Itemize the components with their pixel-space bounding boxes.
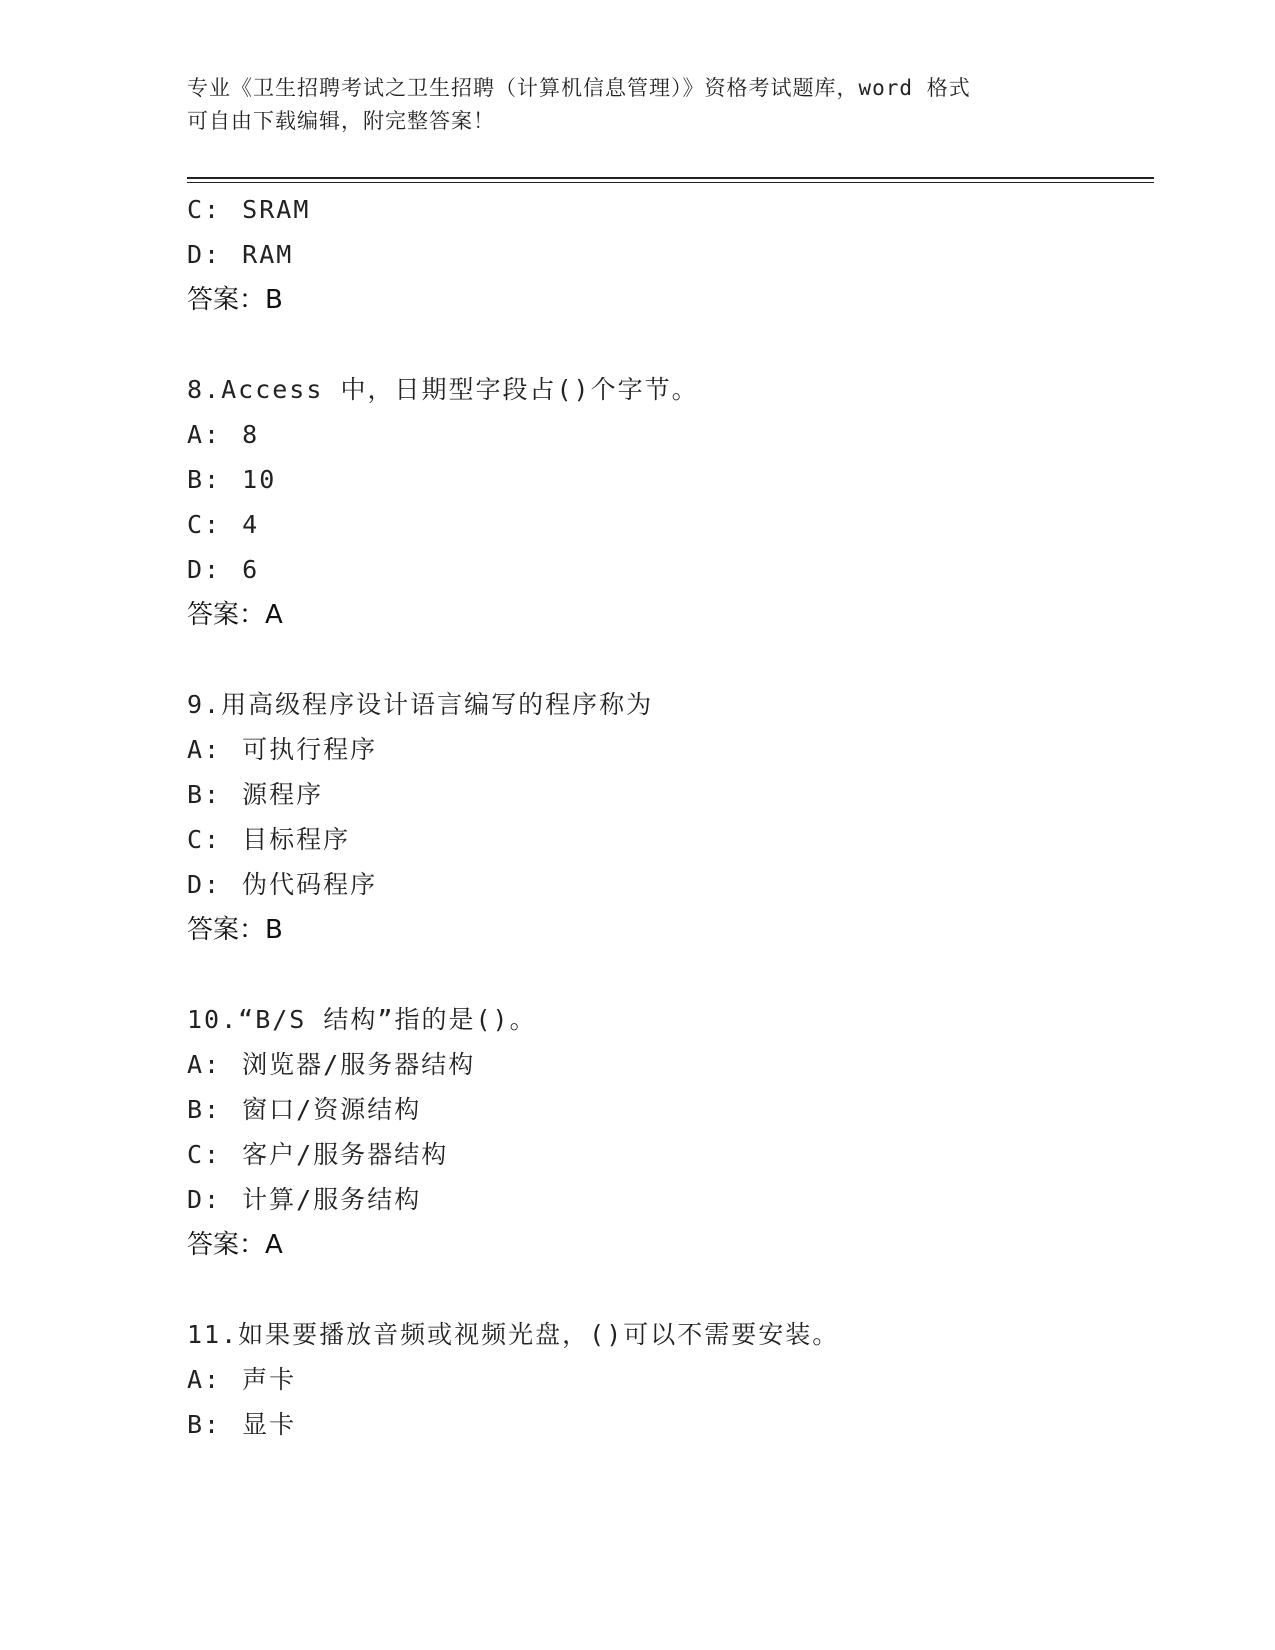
question-10: 10.“B/S 结构”指的是()。 (187, 1005, 537, 1034)
q8-option-a (187, 419, 259, 451)
option-text: 客户/服务器结构 (242, 1140, 449, 1169)
header-line-1: 专业《卫生招聘考试之卫生招聘（计算机信息管理）》资格考试题库，word 格式 (187, 76, 971, 100)
option-text: 显卡 (242, 1410, 297, 1439)
option-d-prev (187, 239, 293, 271)
option-letter: C: (187, 825, 222, 854)
document-header (187, 72, 1087, 138)
option-letter: B: (187, 780, 222, 809)
option-text: 源程序 (242, 780, 324, 809)
q9-answer: 答案：B (187, 915, 283, 945)
question-9: 9.用高级程序设计语言编写的程序称为 (187, 690, 654, 719)
option-letter: D: (187, 240, 222, 269)
answer-prev: 答案：B (187, 285, 283, 315)
option-text: 4 (242, 510, 260, 539)
q10-answer: 答案：A (187, 1230, 283, 1260)
q10-option-b (187, 1094, 421, 1126)
option-letter: A: (187, 1050, 222, 1079)
option-c-prev (187, 194, 310, 226)
q9-option-d (187, 869, 377, 901)
header-divider-thin (187, 182, 1154, 183)
q8-option-b (187, 464, 276, 496)
option-letter: B: (187, 1410, 222, 1439)
option-letter: C: (187, 195, 222, 224)
q10-option-d (187, 1184, 421, 1216)
q8-answer: 答案：A (187, 600, 283, 630)
q9-option-b (187, 779, 323, 811)
q11-option-b (187, 1409, 296, 1441)
option-letter: D: (187, 555, 222, 584)
option-text: 目标程序 (242, 825, 351, 854)
option-letter: C: (187, 1140, 222, 1169)
question-8: 8.Access 中，日期型字段占()个字节。 (187, 375, 699, 404)
header-divider (187, 177, 1154, 179)
option-text: 10 (242, 465, 277, 494)
option-text: 计算/服务结构 (242, 1185, 422, 1214)
q9-option-a (187, 734, 377, 766)
option-letter: C: (187, 510, 222, 539)
option-letter: D: (187, 870, 222, 899)
option-text: 浏览器/服务器结构 (242, 1050, 476, 1079)
option-letter: D: (187, 1185, 222, 1214)
option-text: RAM (242, 240, 294, 269)
option-letter: A: (187, 1365, 222, 1394)
option-letter: A: (187, 420, 222, 449)
option-text: 伪代码程序 (242, 870, 378, 899)
question-11: 11.如果要播放音频或视频光盘，()可以不需要安装。 (187, 1320, 840, 1349)
option-letter: A: (187, 735, 222, 764)
q8-option-d (187, 554, 259, 586)
q11-option-a (187, 1364, 296, 1396)
q10-option-a (187, 1049, 475, 1081)
q10-option-c (187, 1139, 448, 1171)
option-text: 窗口/资源结构 (242, 1095, 422, 1124)
option-text: 6 (242, 555, 260, 584)
option-text: 可执行程序 (242, 735, 378, 764)
option-letter: B: (187, 465, 222, 494)
q8-option-c (187, 509, 259, 541)
option-text: 声卡 (242, 1365, 297, 1394)
option-text: SRAM (242, 195, 311, 224)
header-line-2: 可自由下载编辑，附完整答案！ (187, 109, 495, 133)
option-text: 8 (242, 420, 260, 449)
option-letter: B: (187, 1095, 222, 1124)
q9-option-c (187, 824, 350, 856)
